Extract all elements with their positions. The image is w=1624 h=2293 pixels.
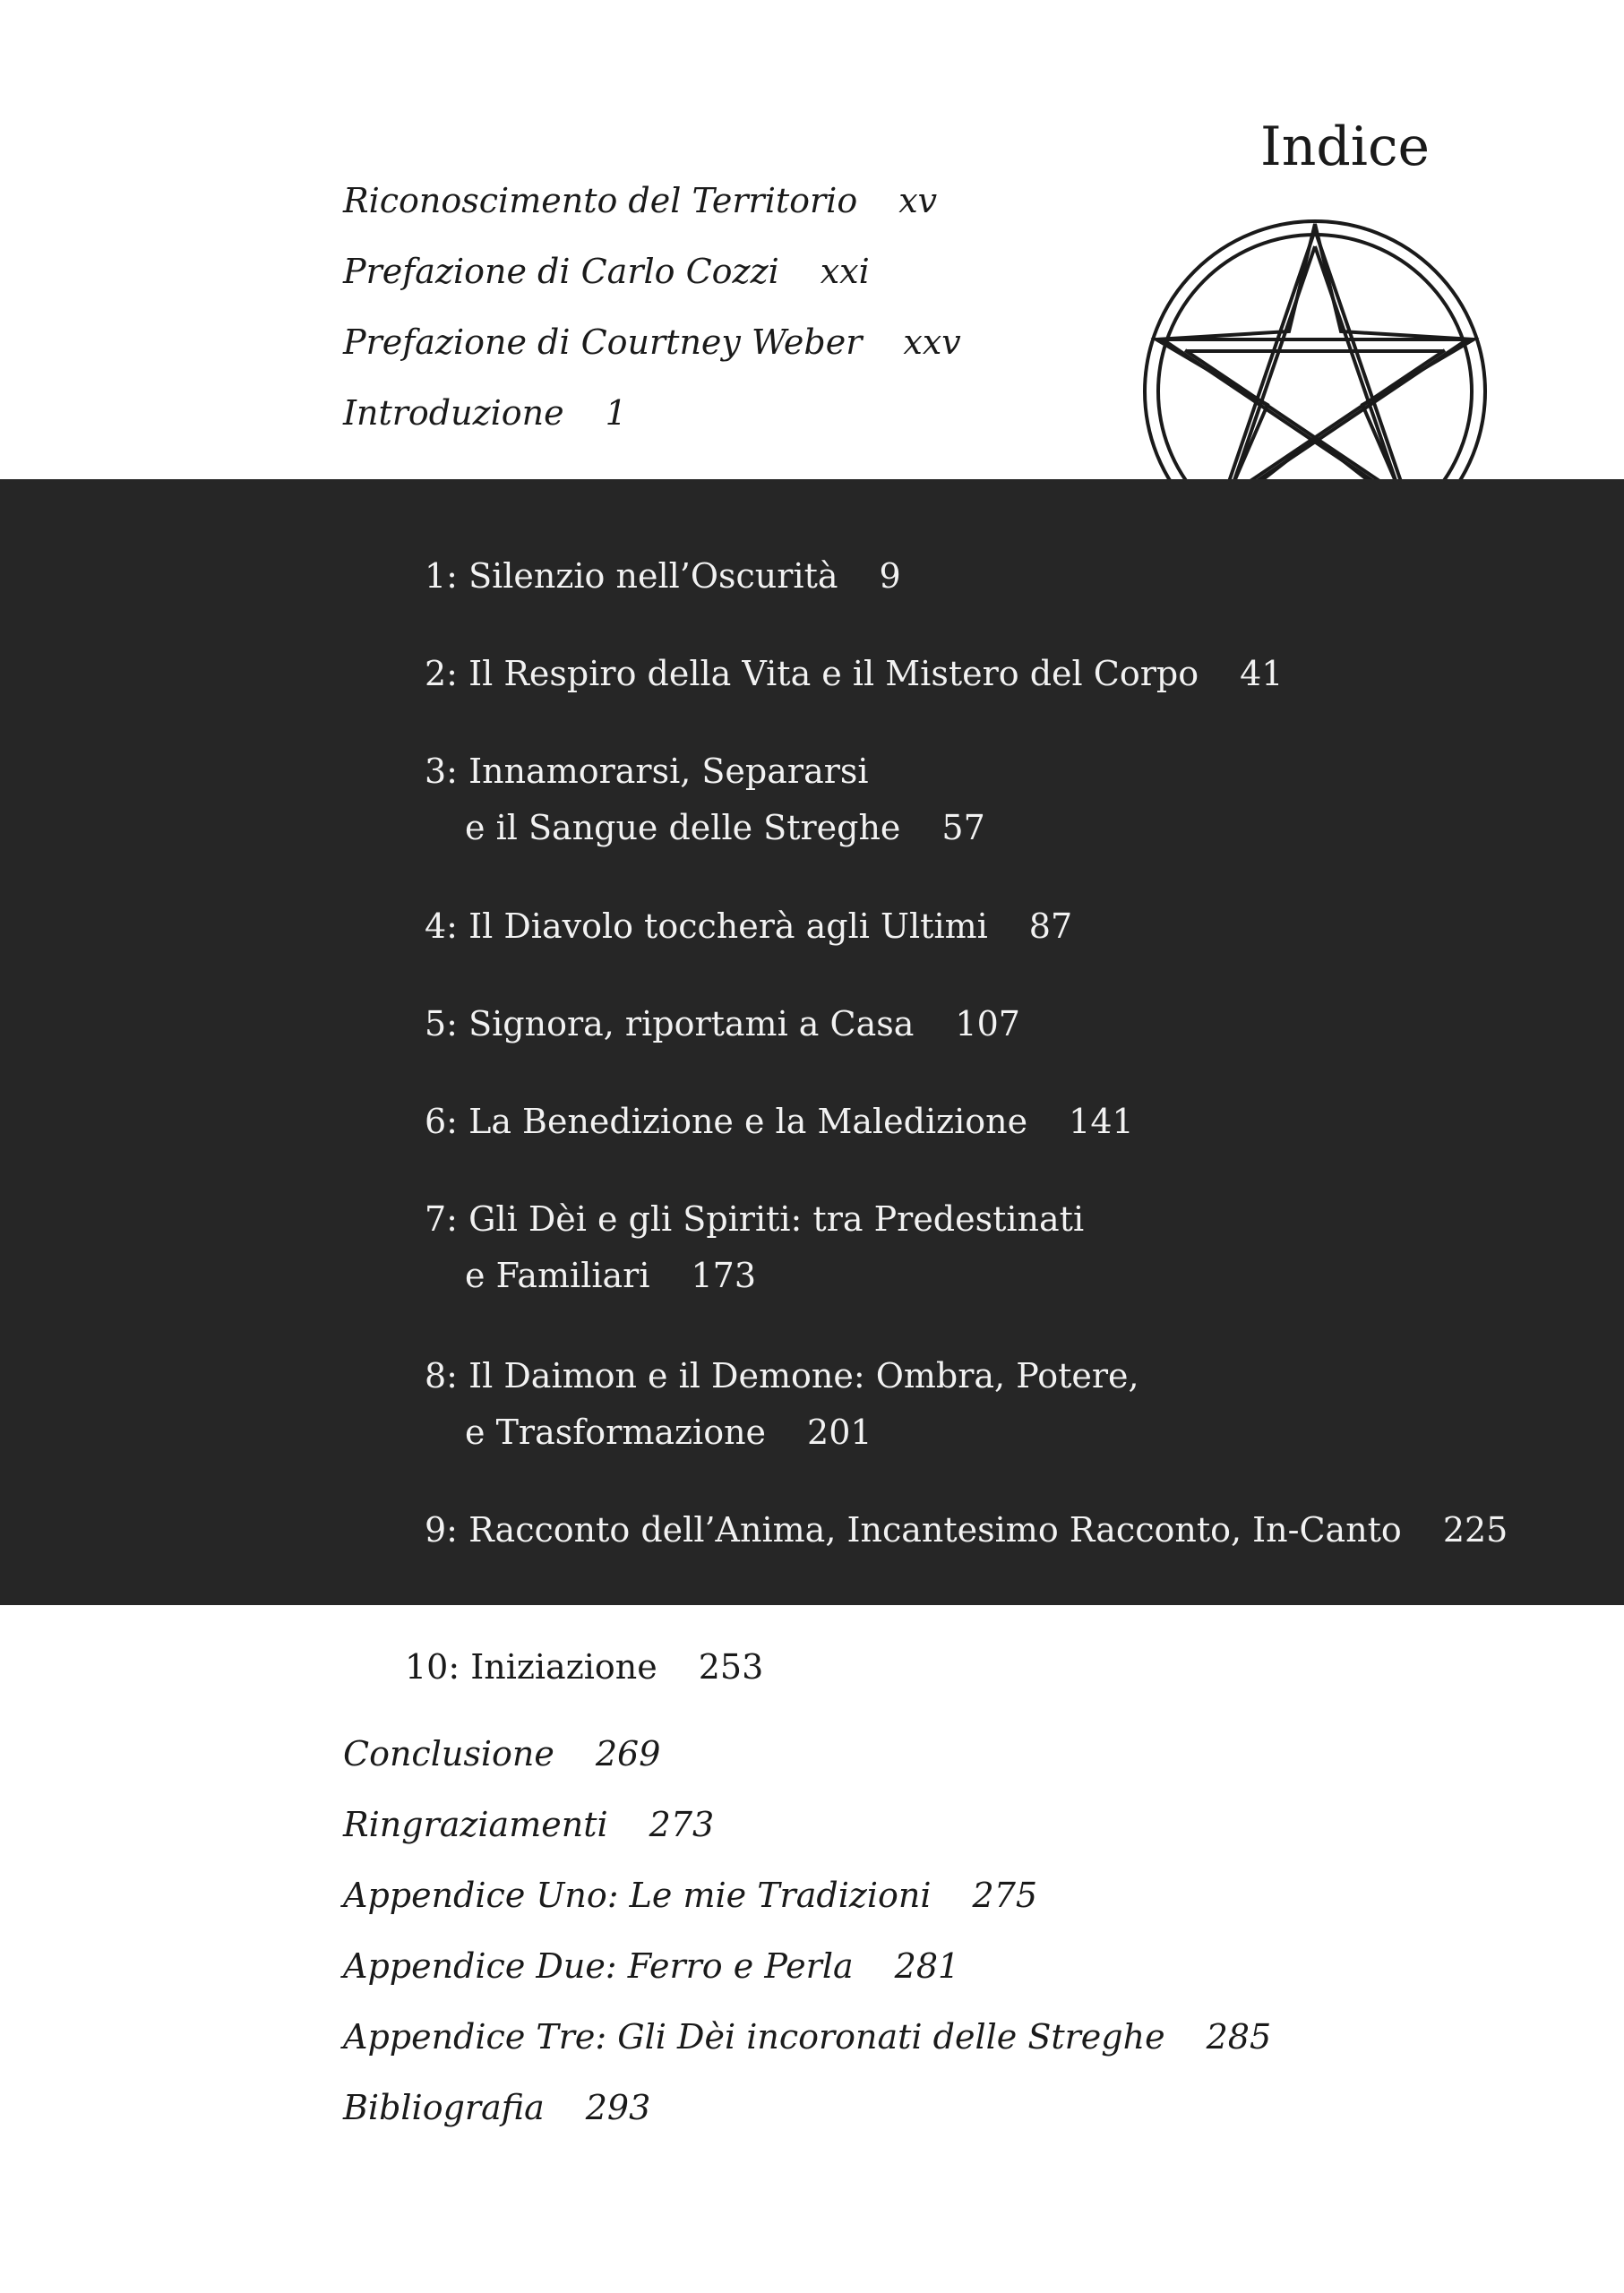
toc-entry-page: 281 xyxy=(894,1946,960,1986)
toc-entry-page: 269 xyxy=(595,1734,661,1773)
toc-entry-acknowledgement[interactable] xyxy=(343,177,961,248)
toc-entry-conclusion[interactable] xyxy=(343,1730,1271,1801)
toc-entry-page: 285 xyxy=(1206,2017,1272,2057)
toc-entry-acknowledgements[interactable] xyxy=(343,1801,1271,1872)
toc-entry-label: Appendice Uno: Le mie Tradizioni xyxy=(343,1876,932,1915)
chapter-3[interactable] xyxy=(425,743,985,856)
toc-entry-label: Riconoscimento del Territorio xyxy=(343,181,858,220)
chapter-1[interactable] xyxy=(425,548,901,605)
back-matter-list xyxy=(343,1730,1271,2155)
chapter-title-cont: e Trasformazione xyxy=(465,1413,767,1452)
toc-entry-appendix-1[interactable] xyxy=(343,1872,1271,1943)
chapter-title: Il Respiro della Vita e il Mistero del Corpo xyxy=(468,654,1199,693)
toc-entry-page: 1 xyxy=(605,393,627,433)
chapter-title: Innamorarsi, Separarsi xyxy=(468,751,869,791)
toc-entry-page: 275 xyxy=(972,1876,1038,1915)
chapter-title: Silenzio nell’Oscurità xyxy=(468,556,838,596)
chapter-title-cont: e il Sangue delle Streghe xyxy=(465,808,901,847)
front-matter-list xyxy=(343,177,961,460)
toc-entry-label: Appendice Due: Ferro e Perla xyxy=(343,1946,854,1986)
chapter-number: 7: xyxy=(425,1199,458,1239)
chapter-page: 107 xyxy=(955,1004,1020,1043)
chapter-number: 3: xyxy=(425,751,458,791)
toc-entry-label: Conclusione xyxy=(343,1734,554,1773)
chapter-8[interactable] xyxy=(425,1348,1139,1461)
chapter-page: 201 xyxy=(807,1413,872,1452)
chapter-page: 57 xyxy=(941,808,985,847)
chapter-number: 6: xyxy=(425,1102,458,1141)
chapter-page: 41 xyxy=(1240,654,1284,693)
chapter-title: Gli Dèi e gli Spiriti: tra Predestinati xyxy=(468,1199,1085,1239)
toc-entry-label: Bibliografia xyxy=(343,2088,545,2127)
chapter-number: 4: xyxy=(425,906,458,946)
toc-entry-page: 293 xyxy=(585,2088,651,2127)
chapter-page: 225 xyxy=(1442,1510,1508,1550)
chapter-title: Signora, riportami a Casa xyxy=(468,1004,915,1043)
toc-entry-preface-weber[interactable] xyxy=(343,319,961,390)
toc-entry-page: xv xyxy=(898,181,938,220)
chapter-10[interactable] xyxy=(405,1644,763,1690)
chapter-page: 87 xyxy=(1028,906,1073,946)
toc-entry-appendix-2[interactable] xyxy=(343,1943,1271,2014)
toc-entry-page: xxv xyxy=(903,322,961,362)
chapter-7[interactable] xyxy=(425,1191,1084,1304)
toc-entry-label: Introduzione xyxy=(343,393,564,433)
toc-entry-label: Prefazione di Courtney Weber xyxy=(343,322,863,362)
toc-entry-label: Ringraziamenti xyxy=(343,1805,608,1844)
toc-entry-label: Prefazione di Carlo Cozzi xyxy=(343,252,779,291)
chapter-page: 173 xyxy=(691,1256,757,1295)
chapter-page: 141 xyxy=(1069,1102,1134,1141)
chapter-6[interactable] xyxy=(425,1094,1134,1150)
toc-entry-page: xxi xyxy=(820,252,870,291)
chapter-4[interactable] xyxy=(425,898,1072,955)
toc-entry-bibliography[interactable] xyxy=(343,2084,1271,2155)
chapter-5[interactable] xyxy=(425,996,1020,1052)
chapter-9[interactable] xyxy=(425,1502,1508,1559)
chapter-page: 9 xyxy=(879,556,901,596)
chapter-page: 253 xyxy=(698,1647,764,1687)
toc-entry-introduction[interactable] xyxy=(343,390,961,460)
chapter-number: 10: xyxy=(405,1647,460,1687)
chapter-title: Iniziazione xyxy=(470,1647,657,1687)
chapter-number: 9: xyxy=(425,1510,458,1550)
toc-entry-preface-cozzi[interactable] xyxy=(343,248,961,319)
chapter-number: 2: xyxy=(425,654,458,693)
chapter-title: Il Daimon e il Demone: Ombra, Potere, xyxy=(468,1356,1139,1396)
chapter-title: La Benedizione e la Maledizione xyxy=(468,1102,1028,1141)
chapter-number: 8: xyxy=(425,1356,458,1396)
toc-entry-label: Appendice Tre: Gli Dèi incoronati delle Streghe xyxy=(343,2017,1165,2057)
page-title: Indice xyxy=(1260,116,1431,178)
toc-entry-appendix-3[interactable] xyxy=(343,2014,1271,2084)
chapter-2[interactable] xyxy=(425,646,1283,702)
chapter-title: Racconto dell’Anima, Incantesimo Racconto, In-Canto xyxy=(468,1510,1402,1550)
toc-entry-page: 273 xyxy=(649,1805,715,1844)
chapter-number: 5: xyxy=(425,1004,458,1043)
chapter-title: Il Diavolo toccherà agli Ultimi xyxy=(468,906,988,946)
chapter-title-cont: e Familiari xyxy=(465,1256,650,1295)
chapter-number: 1: xyxy=(425,556,458,596)
